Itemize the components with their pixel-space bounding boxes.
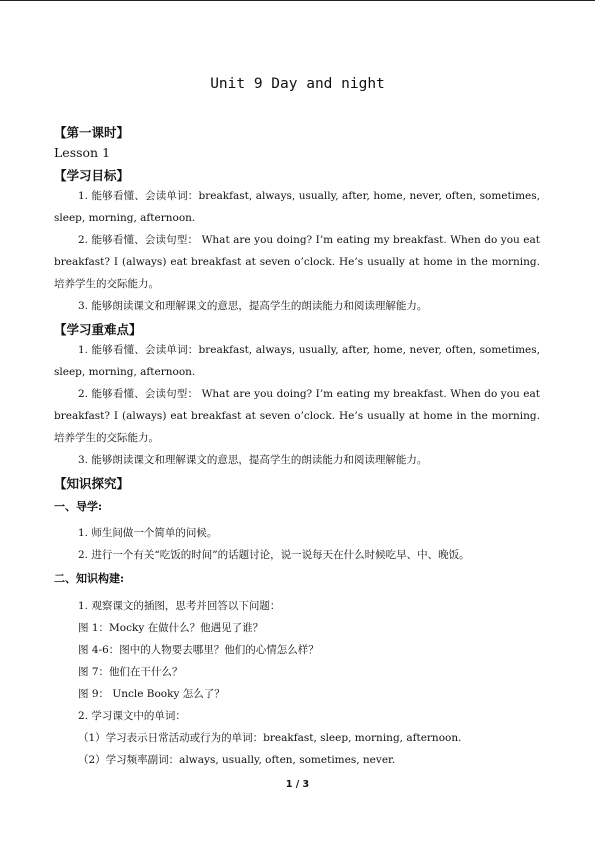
guide-item-2: 2. 进行一个有关“吃饭的时间”的话题讨论，说一说每天在什么时候吃早、中、晚饭。 bbox=[78, 549, 470, 561]
build-item-4: 图 7：他们在干什么？ bbox=[78, 666, 183, 678]
keypoints-heading: 【学习重难点】 bbox=[54, 322, 142, 337]
build-item-7: （1）学习表示日常活动或行为的单词：breakfast, sleep, morning, afternoon. bbox=[78, 732, 462, 744]
objective-item-3: 3. 能够朗读课文和理解课文的意思，提高学生的朗读能力和阅读理解能力。 bbox=[78, 300, 428, 312]
guide-item-1: 1. 师生间做一个简单的问候。 bbox=[78, 527, 218, 539]
keypoint-item-1: 1. 能够看懂、会读单词：breakfast, always, usually, after, home, never, often, sometimes, sleep, morning, afternoon. bbox=[54, 344, 540, 378]
build-item-5: 图 9： Uncle Booky 怎么了？ bbox=[78, 688, 225, 700]
build-item-8: （2）学习频率副词：always, usually, often, sometimes, never. bbox=[78, 754, 396, 766]
build-item-2: 图 1：Mocky 在做什么？他遇见了谁？ bbox=[78, 622, 264, 634]
lesson-label: Lesson 1 bbox=[54, 145, 111, 160]
document-title: Unit 9 Day and night bbox=[210, 76, 385, 92]
build-item-1: 1. 观察课文的插图，思考并回答以下问题： bbox=[78, 600, 281, 612]
top-border-line bbox=[0, 0, 595, 1]
objective-item-1: 1. 能够看懂、会读单词：breakfast, always, usually, after, home, never, often, sometimes, sleep, morning, afternoon. bbox=[54, 190, 540, 224]
keypoint-item-2: 2. 能够看懂、会读句型： What are you doing? I’m eating my breakfast. When do you eat breakfast? I (always) eat breakfast at seven o’clock. He’s usually at home in the morning.培养学生的交际能力。 bbox=[54, 388, 540, 444]
keypoint-item-3: 3. 能够朗读课文和理解课文的意思，提高学生的朗读能力和阅读理解能力。 bbox=[78, 454, 428, 466]
build-heading: 二、知识构建: bbox=[54, 572, 125, 585]
guide-heading: 一、导学: bbox=[54, 500, 103, 513]
explore-heading: 【知识探究】 bbox=[54, 476, 130, 491]
section-heading-first-lesson: 【第一课时】 bbox=[54, 125, 130, 140]
objective-item-2: 2. 能够看懂、会读句型： What are you doing? I’m eating my breakfast. When do you eat breakfast? I (always) eat breakfast at seven o’clock. He’s usually at home in the morning.培养学生的交际能力。 bbox=[54, 234, 540, 290]
objectives-heading: 【学习目标】 bbox=[54, 168, 130, 183]
page-number: 1 / 3 bbox=[285, 779, 310, 790]
build-item-6: 2. 学习课文中的单词： bbox=[78, 710, 186, 722]
build-item-3: 图 4-6：图中的人物要去哪里？他们的心情怎么样？ bbox=[78, 644, 319, 656]
